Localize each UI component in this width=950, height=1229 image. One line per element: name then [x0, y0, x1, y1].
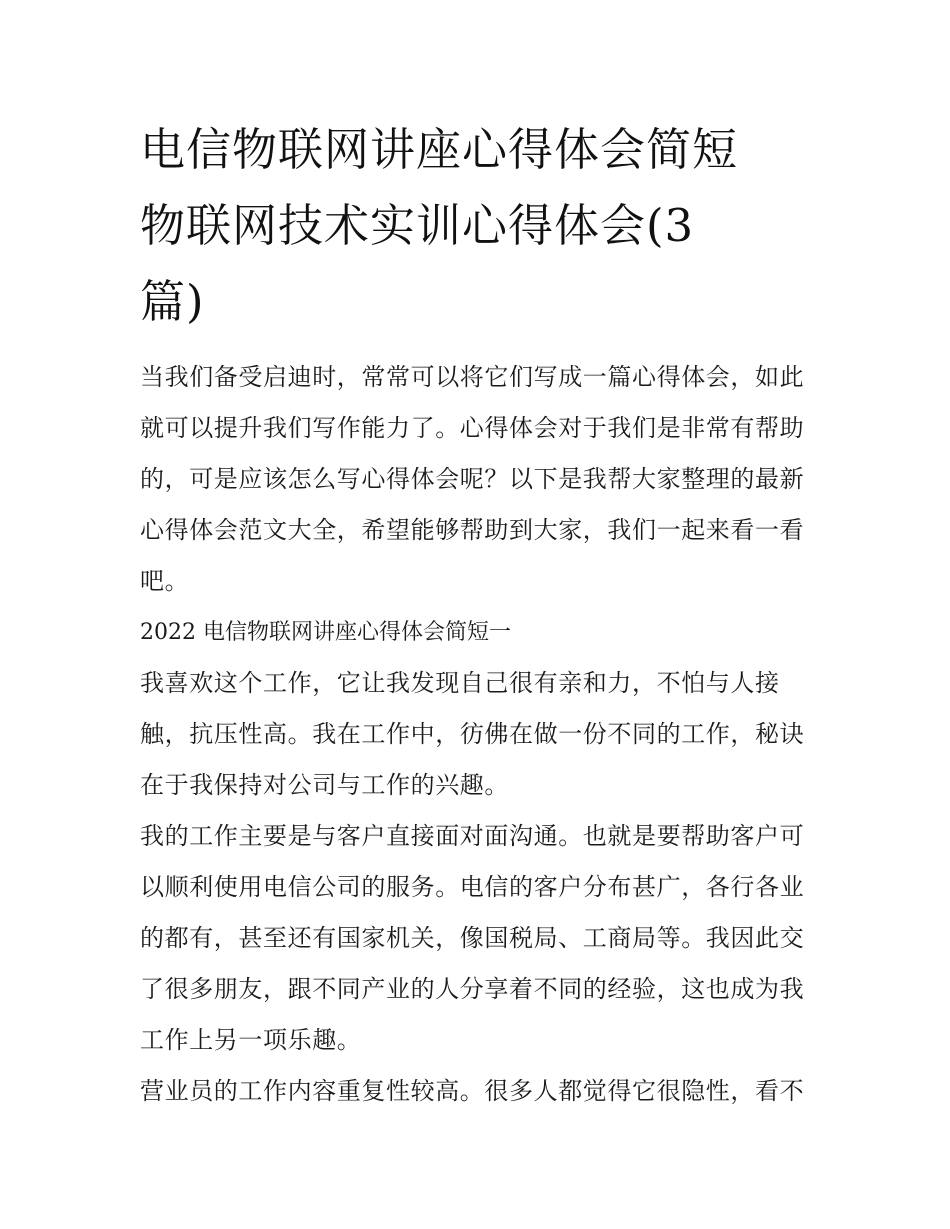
text-line: 我喜欢这个工作，它让我发现自己很有亲和力，不怕与人接	[140, 669, 780, 697]
text-line: 工作上另一项乐趣。	[140, 1026, 362, 1054]
body-paragraph-2	[140, 811, 820, 1066]
document-body	[140, 352, 820, 1117]
text-line: 了很多朋友，跟不同产业的人分享着不同的经验，这也成为我	[140, 975, 805, 1003]
text-line: 心得体会范文大全，希望能够帮助到大家，我们一起来看一看	[140, 516, 805, 544]
text-line: 当我们备受启迪时，常常可以将它们写成一篇心得体会，如此	[140, 363, 805, 391]
text-line: 就可以提升我们写作能力了。心得体会对于我们是非常有帮助	[140, 414, 805, 442]
title-line: 篇)	[140, 275, 205, 328]
title-line: 物联网技术实训心得体会(3	[140, 199, 695, 252]
text-line: 以顺利使用电信公司的服务。电信的客户分布甚广，各行各业	[140, 873, 805, 901]
section-heading	[140, 607, 820, 658]
text-line: 在于我保持对公司与工作的兴趣。	[140, 771, 509, 799]
text-line: 的，可是应该怎么写心得体会呢？以下是我帮大家整理的最新	[140, 465, 805, 493]
text-line: 吧。	[140, 567, 190, 595]
intro-paragraph	[140, 352, 820, 607]
body-paragraph-3	[140, 1066, 820, 1117]
title-line: 电信物联网讲座心得体会简短	[140, 123, 739, 176]
document-title	[140, 112, 820, 340]
text-line: 营业员的工作内容重复性较高。很多人都觉得它很隐性，看不	[140, 1077, 805, 1105]
section-heading-text: 2022 电信物联网讲座心得体会简短一	[140, 620, 511, 645]
text-line: 触，抗压性高。我在工作中，彷佛在做一份不同的工作，秘诀	[140, 720, 805, 748]
text-line: 我的工作主要是与客户直接面对面沟通。也就是要帮助客户可	[140, 822, 805, 850]
text-line: 的都有，甚至还有国家机关，像国税局、工商局等。我因此交	[140, 924, 805, 952]
body-paragraph-1	[140, 658, 820, 811]
